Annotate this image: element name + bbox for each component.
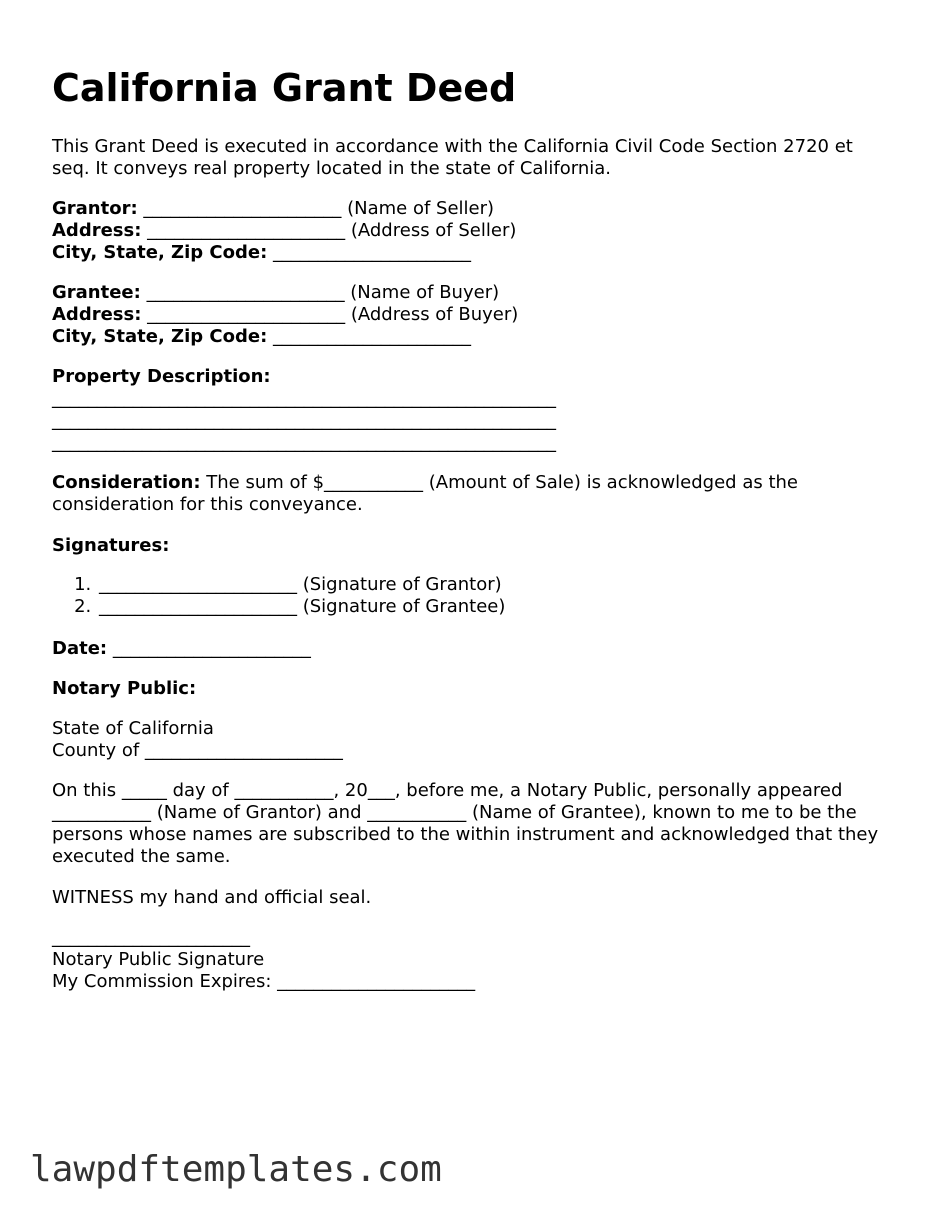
grantee-name-field: ______________________ (Name of Buyer) [140, 282, 500, 303]
notary-state: State of California [52, 718, 214, 739]
grantee-city-label: City, State, Zip Code: [52, 326, 268, 347]
notary-signature-label: Notary Public Signature [52, 949, 265, 970]
grantee-label: Grantee: [52, 282, 141, 303]
date-field: ______________________ [107, 638, 311, 659]
signature-list [52, 574, 505, 618]
property-line-1: ________________________________________________________ [52, 388, 556, 409]
signatures-label: Signatures: [52, 535, 170, 556]
footer-watermark: lawpdftemplates.com [30, 1149, 442, 1190]
signature-grantee-line: 2. ______________________ (Signature of Grantee) [97, 596, 505, 618]
date-row [52, 638, 892, 660]
consideration-label: Consideration: [52, 472, 201, 493]
notary-label: Notary Public: [52, 678, 197, 699]
commission-expires: My Commission Expires: ______________________ [52, 971, 476, 992]
notary-signature-block [52, 927, 892, 993]
grantee-name-row [52, 282, 892, 304]
grantee-address-label: Address: [52, 304, 142, 325]
grantor-address-row [52, 220, 892, 242]
grantor-name-field: ______________________ (Name of Seller) [137, 198, 495, 219]
signature-grantor-line: 1. ______________________ (Signature of Grantor) [97, 574, 505, 596]
property-label: Property Description: [52, 366, 271, 387]
grantor-city-label: City, State, Zip Code: [52, 242, 268, 263]
grantee-section [52, 282, 892, 348]
property-line-3: ________________________________________________________ [52, 432, 556, 453]
property-section [52, 366, 892, 454]
grantor-section [52, 198, 892, 264]
notary-signature-line: ______________________ [52, 927, 250, 948]
grantee-city-row [52, 326, 892, 348]
grantee-address-field: ______________________ (Address of Buyer) [141, 304, 519, 325]
grantee-city-field: ______________________ [267, 326, 472, 347]
grantor-label: Grantor: [52, 198, 138, 219]
grantor-city-field: ______________________ [267, 242, 472, 263]
document-title: California Grant Deed [52, 66, 517, 110]
grantor-city-row [52, 242, 892, 264]
notary-venue [52, 718, 892, 762]
notary-acknowledgment: On this _____ day of ___________, 20___, before me, a Notary Public, personally appeared ___________ (Name of Grantor) and ___________ (Name of Grantee), known to me to be the persons whose names are subscribed to the within instrument and acknowledged that they executed the same. [52, 780, 879, 867]
grantor-address-label: Address: [52, 220, 142, 241]
witness-statement: WITNESS my hand and official seal. [52, 887, 372, 908]
property-line-2: ________________________________________________________ [52, 410, 556, 431]
intro-paragraph: This Grant Deed is executed in accordance with the California Civil Code Section 2720 et seq. It conveys real property located in the state of California. [52, 136, 853, 179]
grantor-name-row [52, 198, 892, 220]
consideration-text: The sum of $___________ (Amount of Sale) is acknowledged as the consideration for this conveyance. [52, 472, 798, 515]
consideration-paragraph [52, 472, 852, 516]
grantor-address-field: ______________________ (Address of Seller) [141, 220, 517, 241]
notary-county: County of ______________________ [52, 740, 343, 761]
date-label: Date: [52, 638, 108, 659]
grantee-address-row [52, 304, 892, 326]
